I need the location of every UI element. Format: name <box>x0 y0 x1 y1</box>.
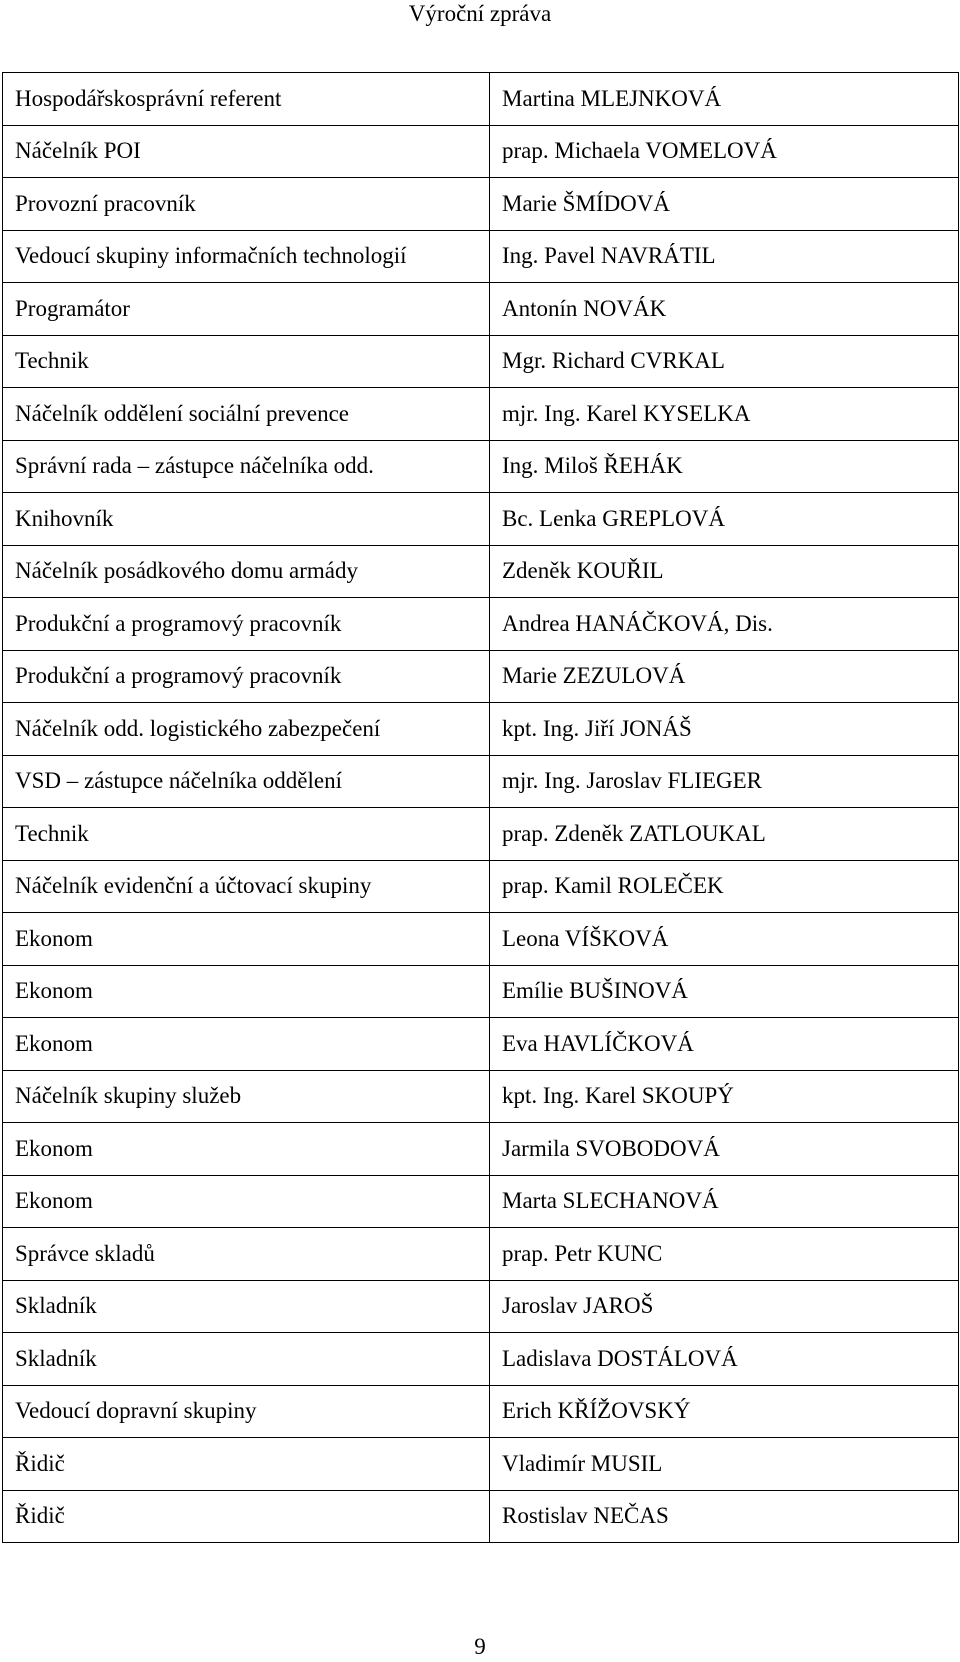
table-row <box>3 1385 959 1438</box>
name-cell: Leona VÍŠKOVÁ <box>490 913 959 966</box>
role-cell: Náčelník POI <box>3 125 490 178</box>
staff-table-body <box>3 73 959 1543</box>
name-cell: Jaroslav JAROŠ <box>490 1280 959 1333</box>
name-cell: Mgr. Richard CVRKAL <box>490 335 959 388</box>
staff-table <box>2 72 959 1543</box>
table-row <box>3 493 959 546</box>
role-cell: Hospodářskosprávní referent <box>3 73 490 126</box>
role-cell: Ekonom <box>3 1175 490 1228</box>
name-cell: Zdeněk KOUŘIL <box>490 545 959 598</box>
role-cell: Řidič <box>3 1490 490 1543</box>
table-row <box>3 965 959 1018</box>
role-cell: Řidič <box>3 1438 490 1491</box>
table-row <box>3 650 959 703</box>
name-cell: Erich KŘÍŽOVSKÝ <box>490 1385 959 1438</box>
name-cell: Ladislava DOSTÁLOVÁ <box>490 1333 959 1386</box>
table-row <box>3 1123 959 1176</box>
role-cell: Náčelník oddělení sociální prevence <box>3 388 490 441</box>
name-cell: prap. Petr KUNC <box>490 1228 959 1281</box>
name-cell: Antonín NOVÁK <box>490 283 959 336</box>
table-row <box>3 1018 959 1071</box>
role-cell: Ekonom <box>3 1018 490 1071</box>
role-cell: Technik <box>3 335 490 388</box>
name-cell: Eva HAVLÍČKOVÁ <box>490 1018 959 1071</box>
role-cell: Produkční a programový pracovník <box>3 598 490 651</box>
table-row <box>3 125 959 178</box>
role-cell: Náčelník odd. logistického zabezpečení <box>3 703 490 756</box>
role-cell: Skladník <box>3 1333 490 1386</box>
role-cell: Vedoucí dopravní skupiny <box>3 1385 490 1438</box>
role-cell: Technik <box>3 808 490 861</box>
role-cell: VSD – zástupce náčelníka oddělení <box>3 755 490 808</box>
name-cell: Marie ZEZULOVÁ <box>490 650 959 703</box>
name-cell: kpt. Ing. Jiří JONÁŠ <box>490 703 959 756</box>
table-row <box>3 73 959 126</box>
role-cell: Ekonom <box>3 965 490 1018</box>
table-row <box>3 913 959 966</box>
role-cell: Programátor <box>3 283 490 336</box>
table-row <box>3 440 959 493</box>
table-row <box>3 1333 959 1386</box>
name-cell: kpt. Ing. Karel SKOUPÝ <box>490 1070 959 1123</box>
role-cell: Provozní pracovník <box>3 178 490 231</box>
role-cell: Vedoucí skupiny informačních technologií <box>3 230 490 283</box>
page-number: 9 <box>474 1634 486 1659</box>
table-row <box>3 808 959 861</box>
role-cell: Ekonom <box>3 913 490 966</box>
table-row <box>3 335 959 388</box>
table-row <box>3 178 959 231</box>
table-row <box>3 1070 959 1123</box>
table-row <box>3 1490 959 1543</box>
table-row <box>3 545 959 598</box>
table-row <box>3 1175 959 1228</box>
name-cell: Marie ŠMÍDOVÁ <box>490 178 959 231</box>
name-cell: Emílie BUŠINOVÁ <box>490 965 959 1018</box>
name-cell: mjr. Ing. Jaroslav FLIEGER <box>490 755 959 808</box>
name-cell: Ing. Pavel NAVRÁTIL <box>490 230 959 283</box>
role-cell: Skladník <box>3 1280 490 1333</box>
table-row <box>3 1228 959 1281</box>
table-row <box>3 283 959 336</box>
table-row <box>3 1280 959 1333</box>
name-cell: prap. Zdeněk ZATLOUKAL <box>490 808 959 861</box>
role-cell: Produkční a programový pracovník <box>3 650 490 703</box>
name-cell: Bc. Lenka GREPLOVÁ <box>490 493 959 546</box>
table-row <box>3 230 959 283</box>
role-cell: Náčelník skupiny služeb <box>3 1070 490 1123</box>
name-cell: Marta SLECHANOVÁ <box>490 1175 959 1228</box>
role-cell: Náčelník posádkového domu armády <box>3 545 490 598</box>
table-row <box>3 755 959 808</box>
role-cell: Správní rada – zástupce náčelníka odd. <box>3 440 490 493</box>
name-cell: Ing. Miloš ŘEHÁK <box>490 440 959 493</box>
table-row <box>3 388 959 441</box>
role-cell: Správce skladů <box>3 1228 490 1281</box>
role-cell: Knihovník <box>3 493 490 546</box>
role-cell: Náčelník evidenční a účtovací skupiny <box>3 860 490 913</box>
page-title: Výroční zpráva <box>408 1 552 26</box>
name-cell: prap. Kamil ROLEČEK <box>490 860 959 913</box>
table-row <box>3 703 959 756</box>
name-cell: Andrea HANÁČKOVÁ, Dis. <box>490 598 959 651</box>
name-cell: prap. Michaela VOMELOVÁ <box>490 125 959 178</box>
table-row <box>3 598 959 651</box>
table-row <box>3 1438 959 1491</box>
role-cell: Ekonom <box>3 1123 490 1176</box>
name-cell: mjr. Ing. Karel KYSELKA <box>490 388 959 441</box>
name-cell: Martina MLEJNKOVÁ <box>490 73 959 126</box>
name-cell: Rostislav NEČAS <box>490 1490 959 1543</box>
name-cell: Vladimír MUSIL <box>490 1438 959 1491</box>
name-cell: Jarmila SVOBODOVÁ <box>490 1123 959 1176</box>
table-row <box>3 860 959 913</box>
